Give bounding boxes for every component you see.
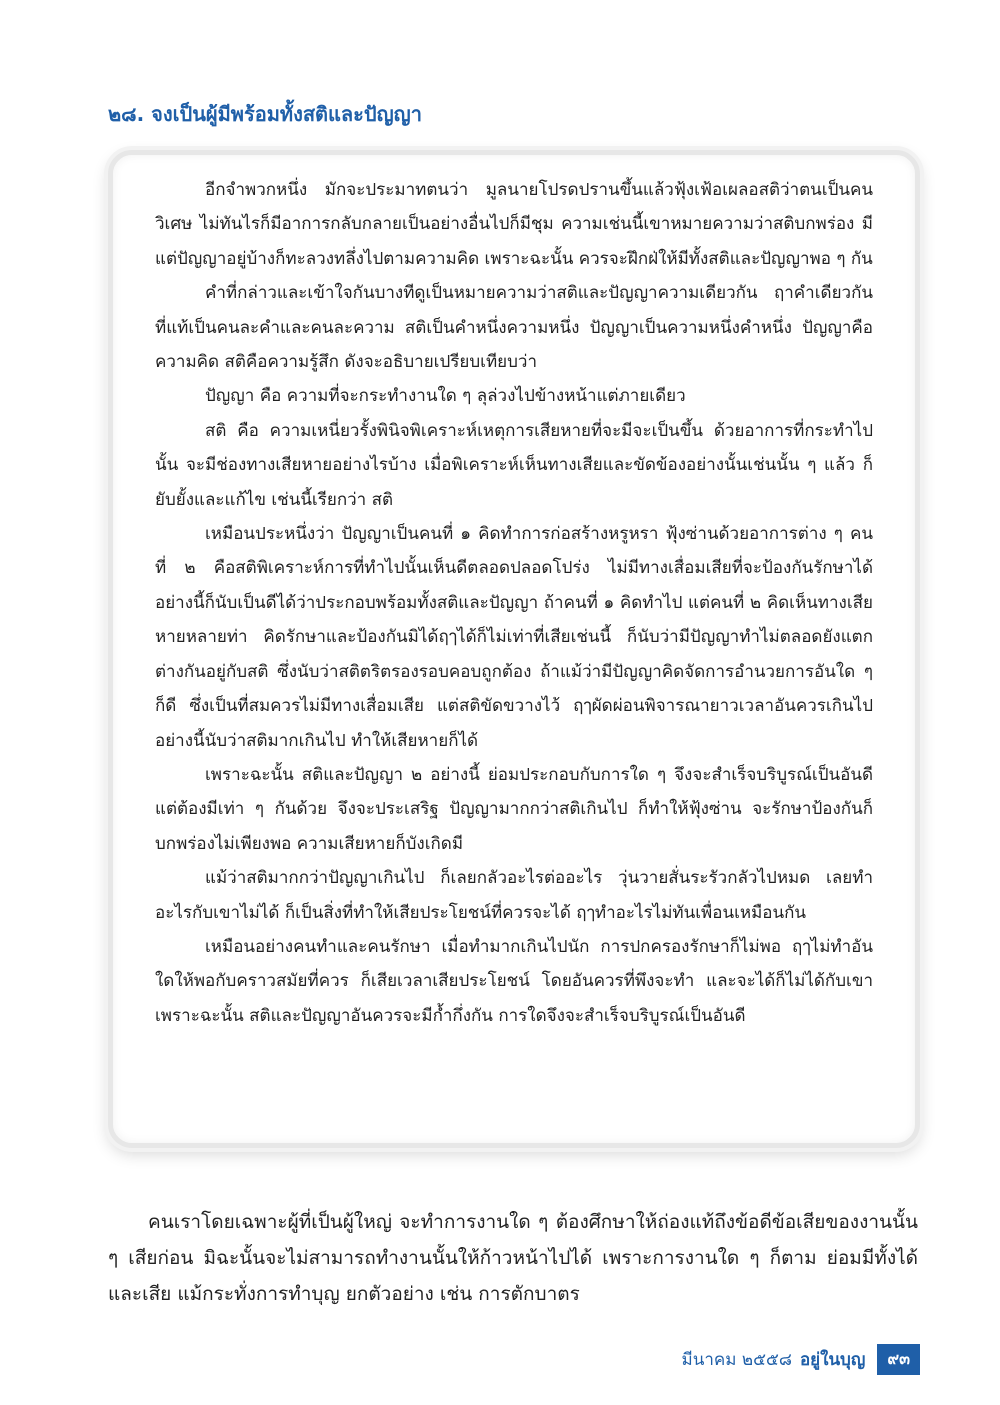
quote-paragraph-8: เหมือนอย่างคนทำและคนรักษา เมื่อทำมากเกินไปนัก การปกครองรักษาก็ไม่พอ ฤๅไม่ทำอันใดให้พอกับคราวสมัยที่ควร ก็เสียเวลาเสียประโยชน์ โดยอันควรที่พึงจะทำ และจะได้ก็ไม่ได้กับเขา เพราะฉะนั้น สติและปัญญาอันควรจะมีก้ำกึ่งกัน การใดจึงจะสำเร็จบริบูรณ์เป็นอันดี [155, 936, 873, 1026]
quote-paragraph-4: สติ คือ ความเหนี่ยวรั้งพินิจพิเคราะห์เหตุการเสียหายที่จะมีจะเป็นขึ้น ด้วยอาการที่กระทำไปนั้น จะมีช่องทางเสียหายอย่างไรบ้าง เมื่อพิเคราะห์เห็นทางเสียและขัดข้องอย่างนั้นเช่นนั้น ๆ แล้ว ก็ยับยั้งและแก้ไข เช่นนี้เรียกว่า สติ [155, 420, 873, 510]
body-text [108, 1204, 918, 1312]
body-paragraph: คนเราโดยเฉพาะผู้ที่เป็นผู้ใหญ่ จะทำการงานใด ๆ ต้องศึกษาให้ถ่องแท้ถึงข้อดีข้อเสียของงานนั้น ๆ เสียก่อน มิฉะนั้นจะไม่สามารถทำงานนั้นให้ก้าวหน้าไปได้ เพราะการงานใด ๆ ก็ตาม ย่อมมีทั้งได้และเสีย แม้กระทั่งการทำบุญ ยกตัวอย่าง เช่น การตักบาตร [108, 1211, 918, 1305]
quote-paragraph-3: ปัญญา คือ ความที่จะกระทำงานใด ๆ ลุล่วงไปข้างหน้าแต่ภายเดียว [205, 386, 686, 407]
quote-paragraph-2: คำที่กล่าวและเข้าใจกันบางทีดูเป็นหมายความว่าสติและปัญญาความเดียวกัน ฤาคำเดียวกันที่แท้เป็นคนละคำและคนละความ สติเป็นคำหนึ่งความหนึ่ง ปัญญาเป็นความหนึ่งคำหนึ่ง ปัญญาคือความคิด สติคือความรู้สึก ดังจะอธิบายเปรียบเทียบว่า [155, 283, 873, 373]
quote-paragraph-5: เหมือนประหนึ่งว่า ปัญญาเป็นคนที่ ๑ คิดทำการก่อสร้างหรูหรา ฟุ้งซ่านด้วยอาการต่าง ๆ คนที่ ๒ คือสติพิเคราะห์การที่ทำไปนั้นเห็นดีตลอดปลอดโปร่ง ไม่มีทางเสื่อมเสียที่จะป้องกันรักษาได้ อย่างนี้ก็นับเป็นดีได้ว่าประกอบพร้อมทั้งสติและปัญญา ถ้าคนที่ ๑ คิดทำไป แต่คนที่ ๒ คิดเห็นทางเสียหายหลายท่า คิดรักษาและป้องกันมิได้ฤๅได้ก็ไม่เท่าที่เสียเช่นนี้ ก็นับว่ามีปัญญาทำไม่ตลอดยังแตกต่างกันอยู่กับสติ ซึ่งนับว่าสติตริตรองรอบคอบถูกต้อง ถ้าแม้ว่ามีปัญญาคิดจัดการอำนวยการอันใด ๆ ก็ดี ซึ่งเป็นที่สมควรไม่มีทางเสื่อมเสีย แต่สติขัดขวางไว้ ฤๅผัดผ่อนพิจารณายาวเวลาอันควรเกินไป อย่างนี้นับว่าสติมากเกินไป ทำให้เสียหายก็ได้ [155, 524, 873, 751]
section-title: ๒๘. จงเป็นผู้มีพร้อมทั้งสติและปัญญา [108, 102, 422, 126]
quote-box [108, 150, 920, 1148]
quote-paragraph-7: แม้ว่าสติมากกว่าปัญญาเกินไป ก็เลยกลัวอะไรต่ออะไร วุ่นวายสั่นระรัวกลัวไปหมด เลยทำอะไรกับเขาไม่ได้ ก็เป็นสิ่งที่ทำให้เสียประโยชน์ที่ควรจะได้ ฤๅทำอะไรไม่ทันเพื่อนเหมือนกัน [155, 868, 873, 923]
footer-date: มีนาคม ๒๕๕๘ [681, 1350, 792, 1370]
quote-paragraph-1: อีกจำพวกหนึ่ง มักจะประมาทตนว่า มูลนายโปรดปรานขึ้นแล้วฟุ้งเฟ้อเผลอสติว่าตนเป็นคนวิเศษ ไม่ทันไรก็มีอาการกลับกลายเป็นอย่างอื่นไปก็มีชุม ความเช่นนี้เขาหมายความว่าสติบกพร่อง มีแต่ปัญญาอยู่บ้างก็ทะลวงทลึ่งไปตามความคิด เพราะฉะนั้น ควรจะฝึกฝ่ให้มีทั้งสติและปัญญาพอ ๆ กัน [155, 180, 873, 269]
footer-publication: อยู่ในบุญ [799, 1350, 866, 1370]
page-footer [682, 1344, 920, 1375]
page-number-badge: ๙๓ [877, 1344, 920, 1375]
quote-paragraph-6: เพราะฉะนั้น สติและปัญญา ๒ อย่างนี้ ย่อมประกอบกับการใด ๆ จึงจะสำเร็จบริบูรณ์เป็นอันดี แต่ต้องมีเท่า ๆ กันด้วย จึงจะประเสริฐ ปัญญามากกว่าสติเกินไป ก็ทำให้ฟุ้งซ่าน จะรักษาป้องกันก็บกพร่องไม่เพียงพอ ความเสียหายก็บังเกิดมี [155, 764, 873, 854]
